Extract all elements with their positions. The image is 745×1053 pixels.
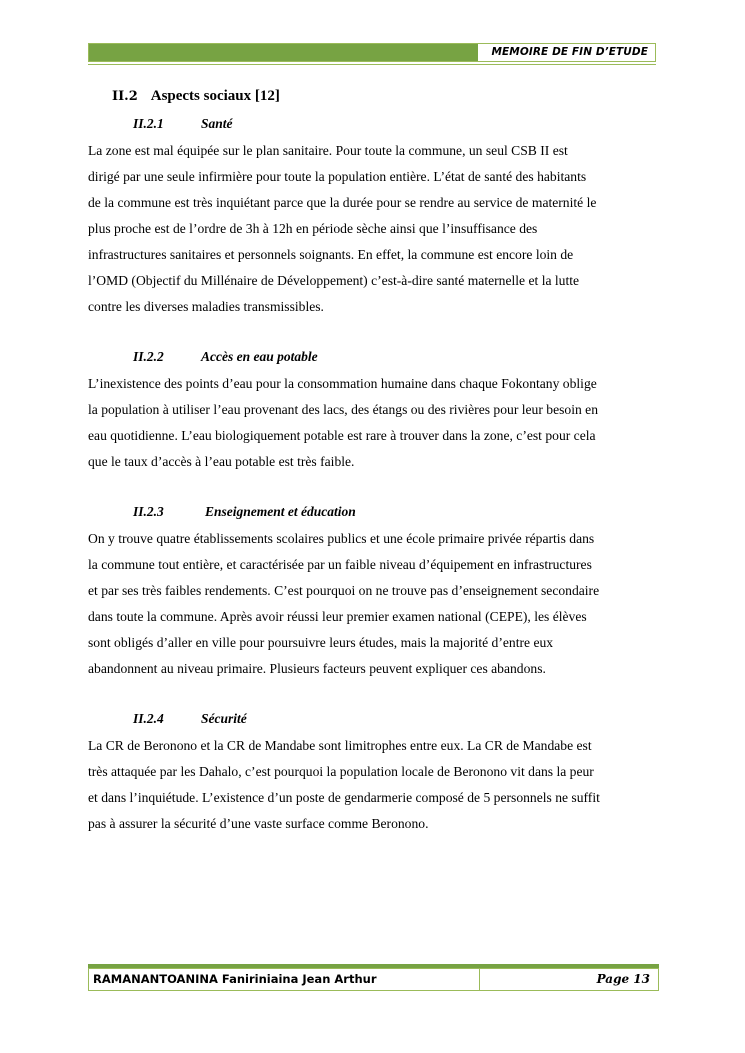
- text-line: la population à utiliser l’eau provenant des lacs, des étangs ou des rivières pour leur besoin en: [88, 402, 598, 417]
- header-title: MEMOIRE DE FIN D’ETUDE: [491, 46, 648, 58]
- text-line: et par ses très faibles rendements. C’est pourquoi on ne trouve pas d’enseignement secondaire: [88, 583, 600, 598]
- text-line: très attaquée par les Dahalo, c’est pourquoi la population locale de Beronono vit dans la peur: [88, 764, 594, 779]
- header-bar: [89, 44, 478, 61]
- paragraph-sante: [88, 138, 663, 320]
- text-line: plus proche est de l’ordre de 3h à 12h en période sèche ainsi que l’insuffisance des: [88, 221, 538, 236]
- section-heading: [112, 88, 280, 105]
- paragraph-securite: [88, 733, 663, 837]
- subsection-heading-eau: [133, 349, 318, 365]
- text-line: pas à assurer la sécurité d’une vaste surface comme Beronono.: [88, 816, 429, 831]
- text-line: eau quotidienne. L’eau biologiquement potable est rare à trouver dans la zone, c’est pour cela: [88, 428, 596, 443]
- header-rule: [88, 64, 656, 65]
- subsection-heading-enseignement: [133, 504, 356, 520]
- subsection-heading-sante: [133, 116, 233, 132]
- text-line: l’OMD (Objectif du Millénaire de Développement) c’est-à-dire santé maternelle et la lutte: [88, 273, 580, 288]
- subsection-number: II.2.3: [133, 504, 164, 519]
- subsection-number: II.2.4: [133, 711, 164, 726]
- text-line: dirigé par une seule infirmière pour toute la population entière. L’état de santé des habitants: [88, 169, 587, 184]
- subsection-title: Accès en eau potable: [201, 349, 318, 364]
- text-line: que le taux d’accès à l’eau potable est très faible.: [88, 454, 355, 469]
- text-line: sont obligés d’aller en ville pour poursuivre leurs études, mais la majorité d’entre eux: [88, 635, 554, 650]
- subsection-title: Sécurité: [201, 711, 247, 726]
- subsection-number: II.2.2: [133, 349, 164, 364]
- footer-author: RAMANANTOANINA Faniriniaina Jean Arthur: [89, 969, 480, 990]
- subsection-number: II.2.1: [133, 116, 164, 131]
- text-line: la commune tout entière, et caractérisée par un faible niveau d’équipement en infrastructures: [88, 557, 592, 572]
- page-header: [88, 43, 656, 62]
- text-line: La zone est mal équipée sur le plan sanitaire. Pour toute la commune, un seul CSB II est: [88, 143, 568, 158]
- text-line: de la commune est très inquiétant parce que la durée pour se rendre au service de maternité le: [88, 195, 597, 210]
- text-line: contre les diverses maladies transmissibles.: [88, 299, 324, 314]
- text-line: dans toute la commune. Après avoir réussi leur premier examen national (CEPE), les élèves: [88, 609, 587, 624]
- text-line: La CR de Beronono et la CR de Mandabe sont limitrophes entre eux. La CR de Mandabe est: [88, 738, 592, 753]
- subsection-heading-securite: [133, 711, 247, 727]
- page-number: Page 13: [596, 972, 650, 986]
- section-title: Aspects sociaux [12]: [150, 88, 280, 104]
- paragraph-eau: [88, 371, 663, 475]
- text-line: infrastructures sanitaires et personnels soignants. En effet, la commune est encore loin de: [88, 247, 574, 262]
- section-number: II.2: [112, 89, 138, 104]
- text-line: L’inexistence des points d’eau pour la consommation humaine dans chaque Fokontany oblige: [88, 376, 597, 391]
- paragraph-enseignement: [88, 526, 663, 682]
- text-line: et dans l’inquiétude. L’existence d’un poste de gendarmerie composé de 5 personnels ne suffit: [88, 790, 600, 805]
- subsection-title: Enseignement et éducation: [205, 504, 356, 519]
- page-footer: [88, 968, 659, 991]
- subsection-title: Santé: [201, 116, 233, 131]
- text-line: On y trouve quatre établissements scolaires publics et une école primaire privée répartis dans: [88, 531, 595, 546]
- text-line: abandonnent au niveau primaire. Plusieurs facteurs peuvent expliquer ces abandons.: [88, 661, 546, 676]
